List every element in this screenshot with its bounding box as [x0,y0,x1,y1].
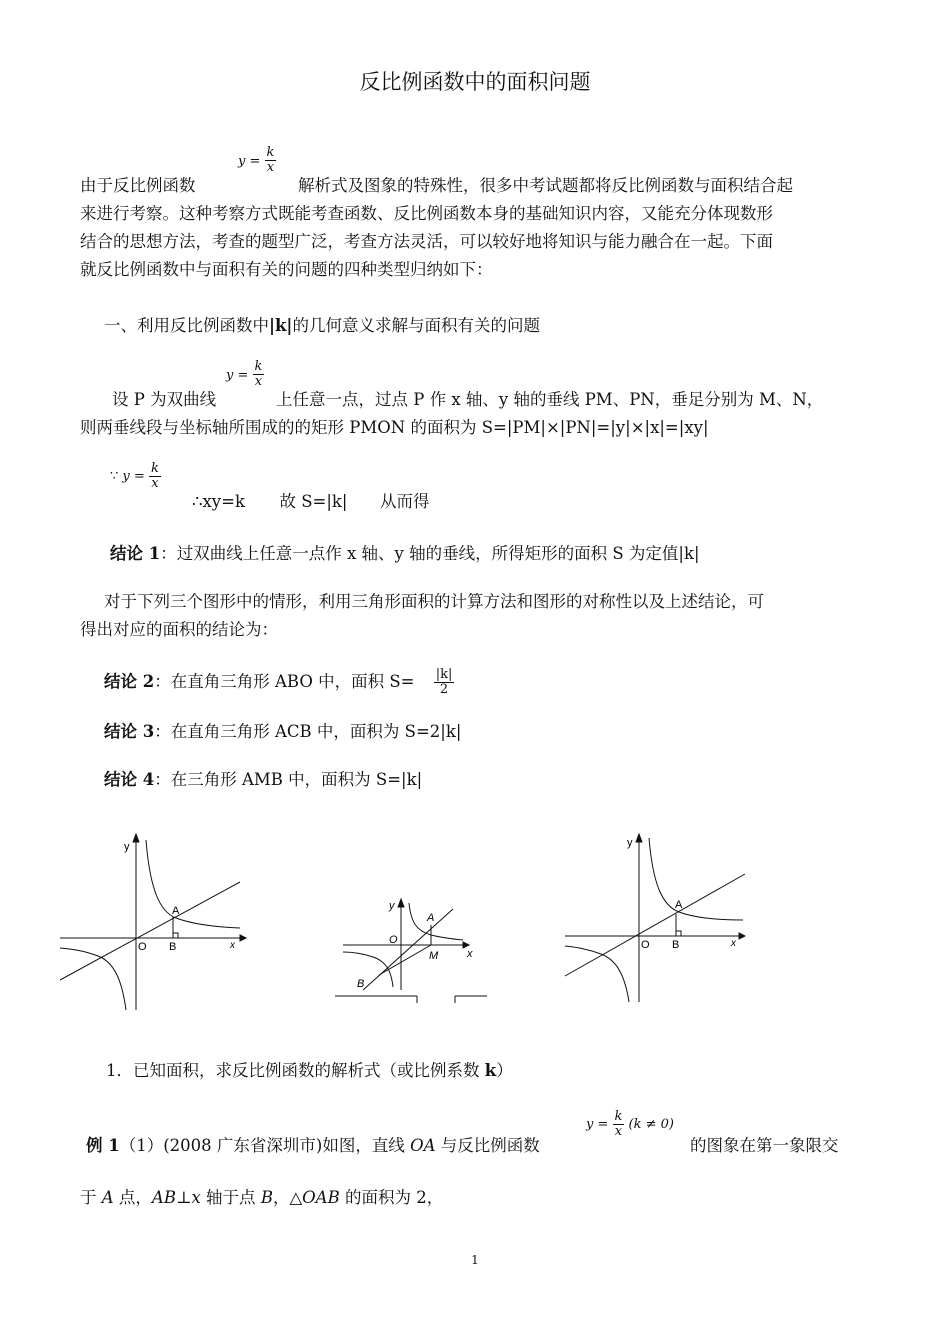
line-oa [60,882,240,980]
label-y: y [124,841,130,853]
page-number: 1 [471,1253,479,1267]
label-y: y [627,837,633,849]
line-ab [363,909,453,990]
label-m: M [429,950,439,962]
conclusion-1: 结论 1：过双曲线上任意一点作 x 轴、y 轴的垂线，所得矩形的面积 S 为定值|k| [110,544,700,563]
label-a: A [172,905,180,917]
hyperbola-branch-q3 [565,946,629,1002]
conclusion-4: 结论 4：在三角形 AMB 中，面积为 S=|k| [104,770,423,789]
hyperbola-branch-q1 [146,840,240,928]
x-axis-arrow-icon [240,935,246,941]
formula-y-k-over-x: y = $\frac{k}{x}$ [238,145,275,175]
y-axis-arrow-icon [133,834,139,842]
label-o: O [641,939,650,951]
p2-line-2: 则两垂线段与坐标轴所围成的的矩形 PMON 的面积为 S=|PM|×|PN|=|y|×|x|=|xy| [80,418,709,437]
figure-2 [335,895,495,1005]
hyperbola-branch-q3 [60,948,126,1010]
label-x: x [230,940,235,951]
example-1-line-1: 例 1（1）(2008 广东省深圳市)如图，直线 OA 与反比例函数 y = $\frac{k}{x}$ (k ≠ 0) 的图象在第一象限交 [86,1109,839,1155]
conclusion-2: 结论 2：在直角三角形 ABO 中，面积 S= $\frac{|k|}{2}$ [104,667,453,697]
x-axis-arrow-icon [739,933,745,939]
intro-line-3: 结合的思想方法，考查的题型广泛，考查方法灵活，可以较好地将知识与能力融合在一起。下面 [80,232,773,251]
paragraph-hyperbola [80,359,880,442]
because-result: ∴xy=k 故 S=|k| 从而得 [192,492,430,511]
label-o: O [138,941,147,953]
hyperbola-branch-q1 [409,903,463,940]
label-y: y [389,900,395,912]
label-x: x [467,948,473,960]
label-a: A [427,912,435,924]
label-b: B [357,978,365,990]
right-angle-mark [173,933,178,938]
y-axis-arrow-icon [636,834,642,842]
segment-bm [379,945,431,975]
intro-line-4: 就反比例函数中与面积有关的问题的四种类型归纳如下： [80,260,493,279]
formula-y-k-over-x-cond: y = $\frac{k}{x}$ (k ≠ 0) [586,1109,674,1139]
example-1-line-2: 于 A 点，AB⊥x 轴于点 B，△OAB 的面积为 2， [80,1188,444,1207]
right-angle-mark [676,931,681,936]
intro-paragraph [80,145,876,284]
label-a: A [675,899,683,911]
paragraph-figures: 对于下列三个图形中的情形，利用三角形面积的计算方法和图形的对称性以及上述结论，可 得出对应的面积的结论为： [80,592,764,639]
line-oa [565,874,745,976]
figure-3 [563,830,753,1015]
y-axis-arrow-icon [398,899,404,907]
item-1-heading: 1．已知面积，求反比例函数的解析式（或比例系数 k） [106,1061,513,1080]
p2-line-1: 设 P 为双曲线 y = $\frac{k}{x}$ 上任意一点，过点 P 作 x 轴、y 轴的垂线 PM、PN，垂足分别为 M、N， [112,359,824,409]
because-formula: ∵ y = $\frac{k}{x}$ [110,461,159,491]
conclusion-3: 结论 3：在直角三角形 ACB 中，面积为 S=2|k| [104,722,462,741]
hyperbola-branch-q1 [649,838,743,920]
label-x: x [731,938,736,949]
section-heading-1: 一、利用反比例函数中|k|的几何意义求解与面积有关的问题 [104,316,540,335]
label-b: B [169,941,177,953]
label-b: B [672,939,680,951]
formula-y-k-over-x: y = $\frac{k}{x}$ [226,359,263,389]
label-o: O [389,934,398,946]
intro-line-2: 来进行考察。这种考察方式既能考查函数、反比例函数本身的基础知识内容，又能充分体现数形 [80,204,773,223]
intro-line-1: 由于反比例函数 y = $\frac{k}{x}$ 解析式及图象的特殊性，很多中考试题都将反比例函数与面积结合起 [80,145,793,195]
figure-1 [60,830,250,1015]
page-title: 反比例函数中的面积问题 [359,70,591,94]
